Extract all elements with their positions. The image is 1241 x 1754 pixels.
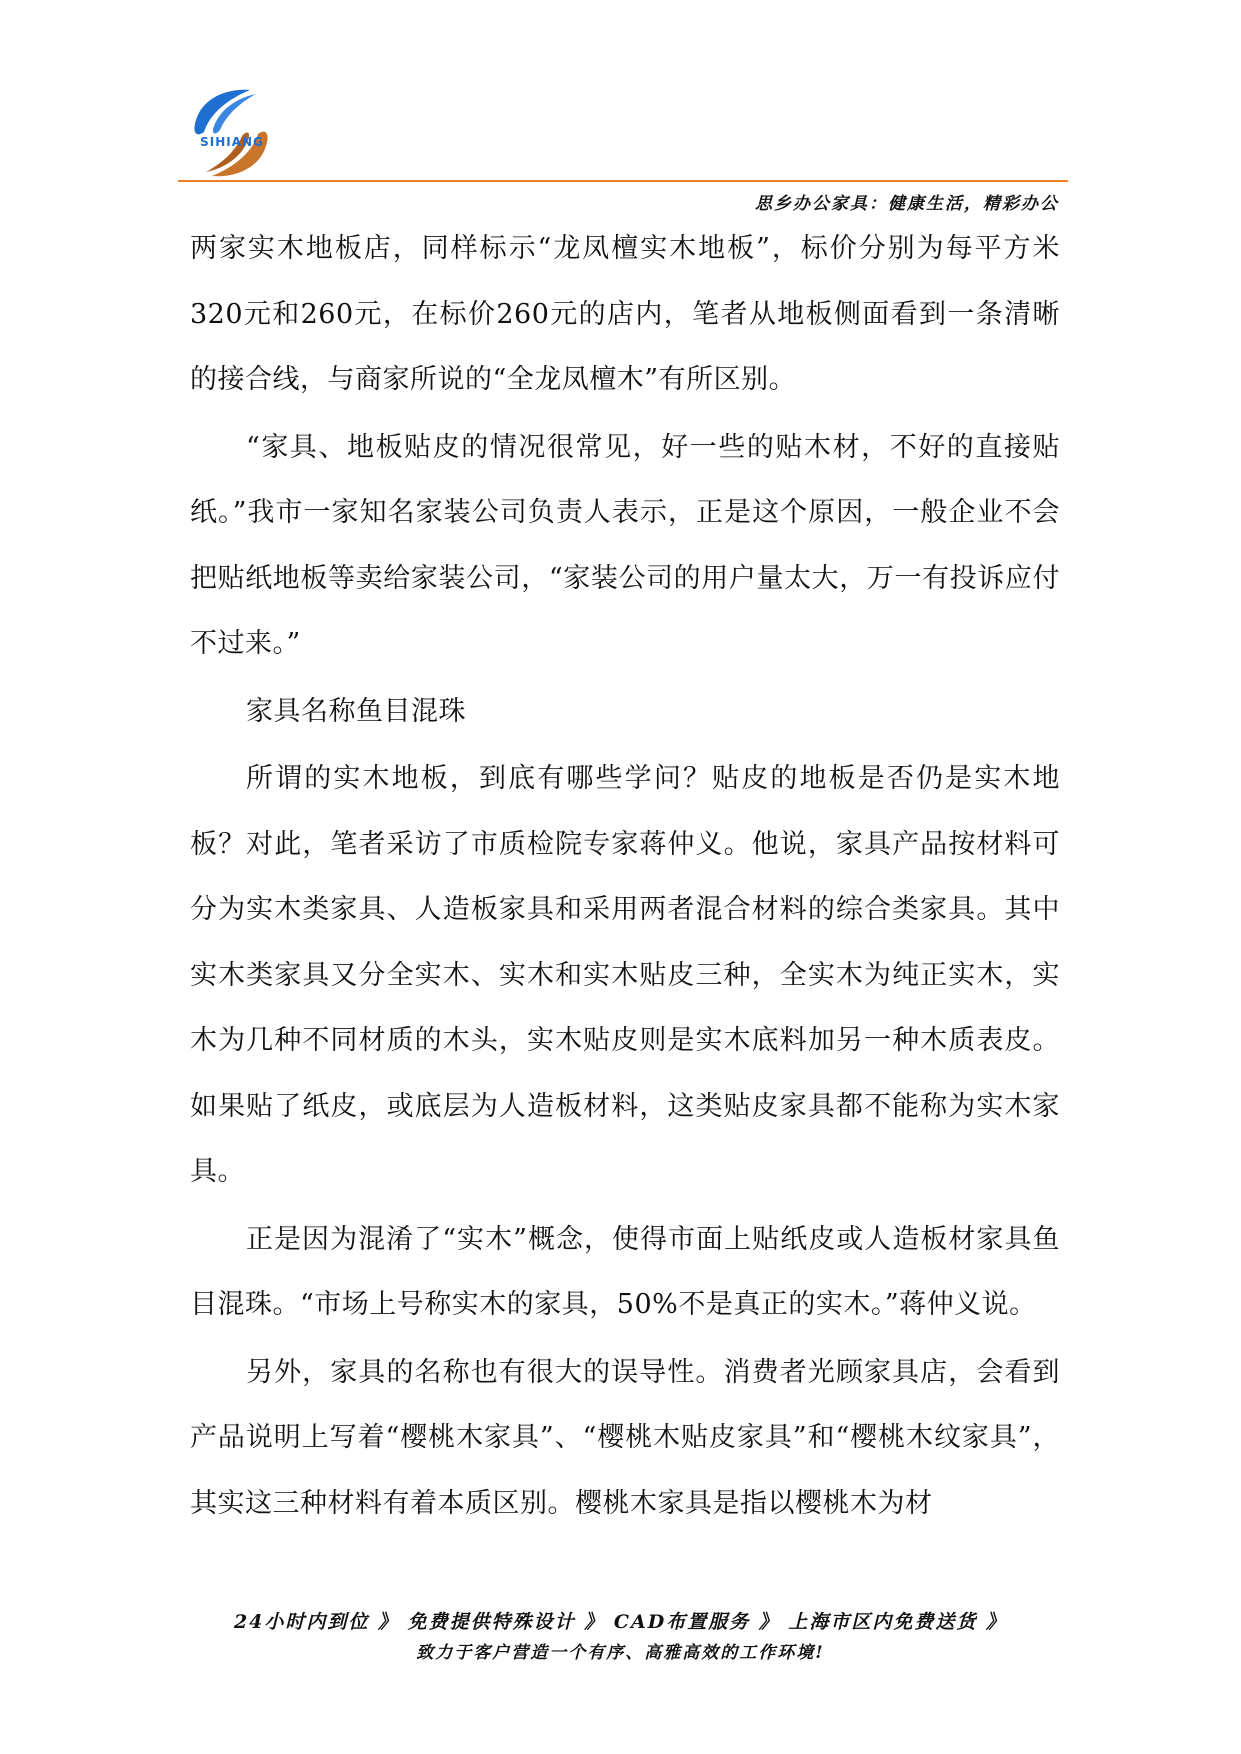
section-heading: 家具名称鱼目混珠	[246, 695, 466, 727]
header-slogan: 思乡办公家具：健康生活，精彩办公	[755, 194, 1059, 214]
footer	[0, 1606, 1241, 1668]
footer-mission: 致力于客户营造一个有序、高雅高效的工作环境!	[416, 1643, 825, 1663]
paragraph: “家具、地板贴皮的情况很常见，好一些的贴木材，不好的直接贴纸。”我市一家知名家装公司负责人表示，正是这个原因，一般企业不会把贴纸地板等卖给家装公司，“家装公司的用户量太大，万一有投诉应付不过来。”	[190, 431, 1060, 659]
svg-text:SIHIANG: SIHIANG	[200, 135, 264, 149]
sihiang-logo	[182, 86, 282, 180]
footer-services: 24小时内到位 》 免费提供特殊设计 》 CAD布置服务 》 上海市区内免费送货 》	[233, 1611, 1008, 1633]
paragraph: 正是因为混淆了“实木”概念，使得市面上贴纸皮或人造板材家具鱼目混珠。“市场上号称实木的家具，50%不是真正的实木。”蒋仲义说。	[190, 1223, 1060, 1320]
paragraph: 两家实木地板店，同样标示“龙凤檀实木地板”，标价分别为每平方米320元和260元，在标价260元的店内，笔者从地板侧面看到一条清晰的接合线，与商家所说的“全龙凤檀木”有所区别。	[190, 233, 1060, 395]
header-rule	[178, 180, 1068, 182]
paragraph: 所谓的实木地板，到底有哪些学问？贴皮的地板是否仍是实木地板？对此，笔者采访了市质检院专家蒋仲义。他说，家具产品按材料可分为实木类家具、人造板家具和采用两者混合材料的综合类家具。其中实木类家具又分全实木、实木和实木贴皮三种，全实木为纯正实木，实木为几种不同材质的木头，实木贴皮则是实木底料加另一种木质表皮。如果贴了纸皮，或底层为人造板材料，这类贴皮家具都不能称为实木家具。	[190, 763, 1060, 1187]
paragraph: 另外，家具的名称也有很大的误导性。消费者光顾家具店，会看到产品说明上写着“樱桃木家具”、“樱桃木贴皮家具”和“樱桃木纹家具”，其实这三种材料有着本质区别。樱桃木家具是指以樱桃木为材	[190, 1356, 1060, 1519]
body-text	[190, 216, 1060, 1538]
